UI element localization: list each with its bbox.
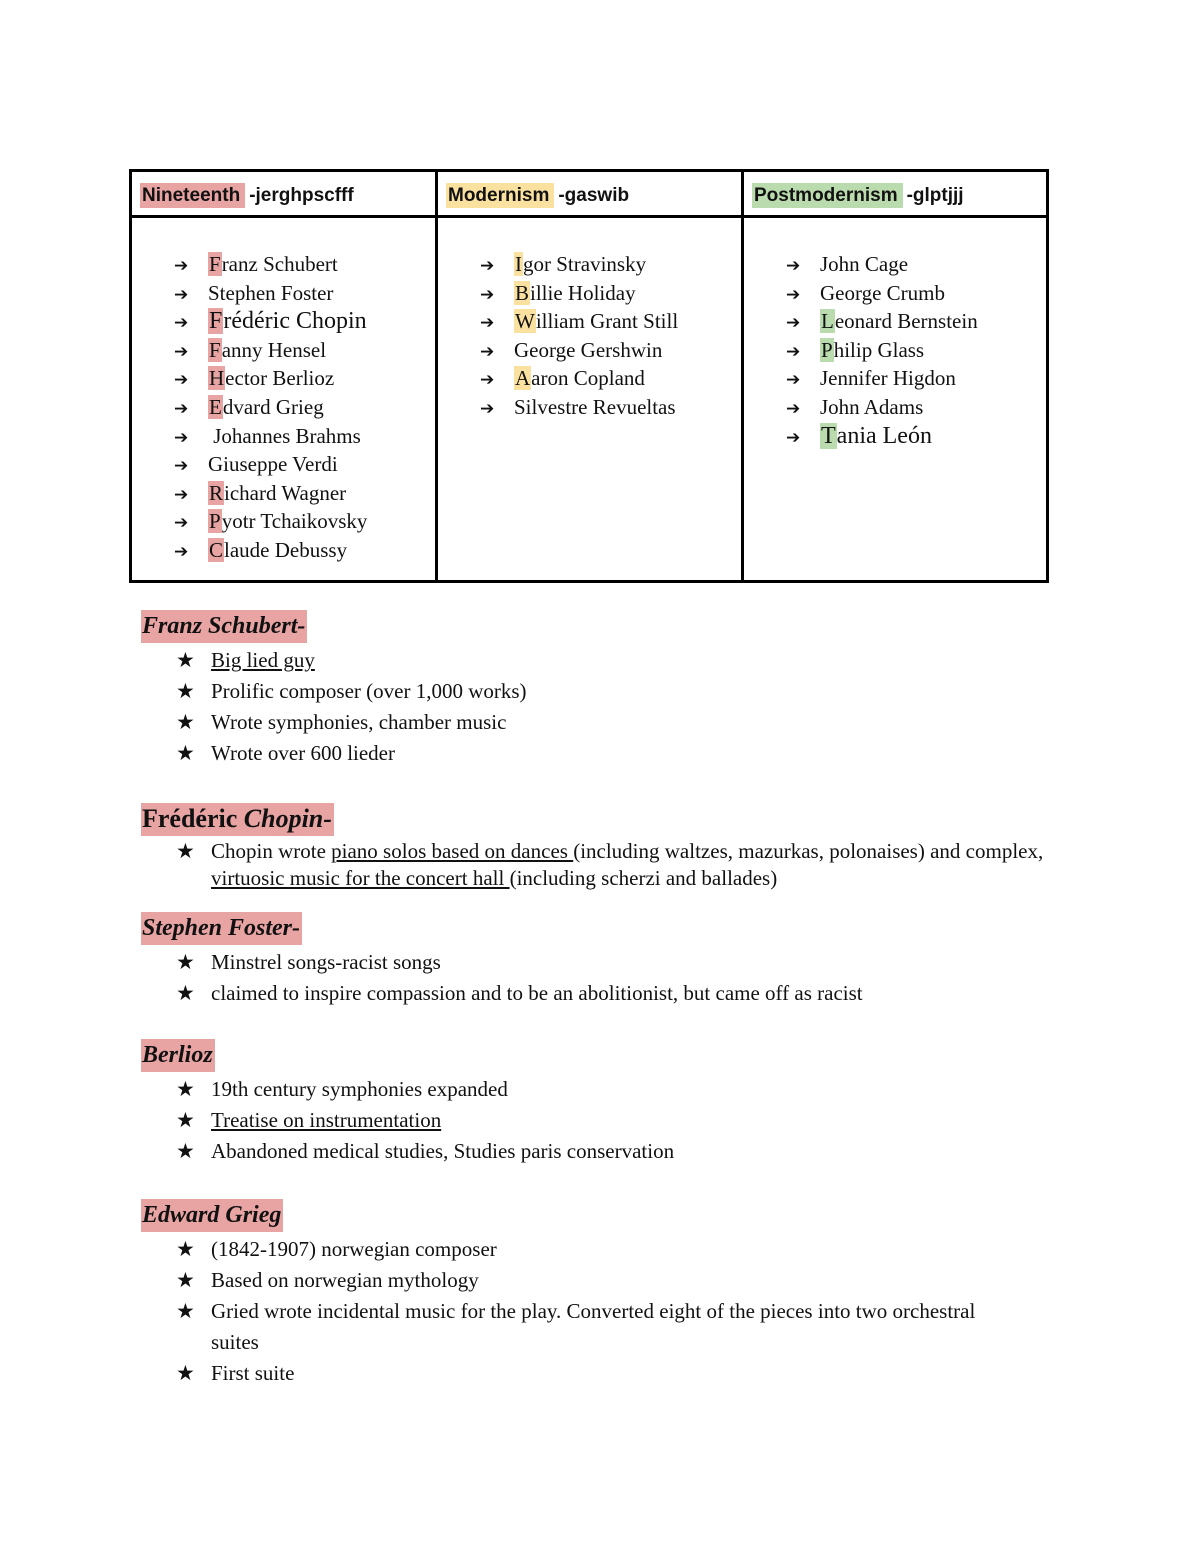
list-item: ➔ Giuseppe Verdi bbox=[174, 451, 435, 480]
list-item: ★ Chopin wrote piano solos based on dances (including waltzes, mazurkas, polonaises) and complex, virtuosic music for the concert hall (including scherzi and ballades) bbox=[176, 839, 1044, 890]
list-item: ★ Prolific composer (over 1,000 works) bbox=[141, 676, 1101, 707]
right-arrow-icon: ➔ bbox=[174, 284, 189, 305]
right-arrow-icon: ➔ bbox=[174, 370, 189, 391]
list-item: ➔ Aaron Copland bbox=[480, 365, 741, 394]
list-item: ➔ Silvestre Revueltas bbox=[480, 394, 741, 423]
list-item: ➔ Leonard Bernstein bbox=[786, 308, 1046, 337]
list-item: ★ (1842-1907) norwegian composer bbox=[141, 1234, 1001, 1265]
list-item: ★ Treatise on instrumentation bbox=[141, 1105, 1101, 1136]
list-item: ➔ Igor Stravinsky bbox=[480, 251, 741, 280]
list-item: ★ Based on norwegian mythology bbox=[141, 1265, 1001, 1296]
list-item: ➔ Edvard Grieg bbox=[174, 394, 435, 423]
note-berlioz bbox=[141, 1039, 1101, 1167]
right-arrow-icon: ➔ bbox=[786, 313, 801, 334]
list-item: ➔ George Gershwin bbox=[480, 337, 741, 366]
star-icon: ★ bbox=[176, 710, 195, 734]
column-code: -gaswib bbox=[558, 185, 630, 206]
note-foster bbox=[141, 912, 1101, 1009]
note-heading: Stephen Foster- bbox=[141, 912, 302, 945]
list-item: ➔ Fanny Hensel bbox=[174, 337, 435, 366]
list-item: ➔ Franz Schubert bbox=[174, 251, 435, 280]
star-icon: ★ bbox=[176, 1361, 195, 1385]
list-item: ➔ George Crumb bbox=[786, 280, 1046, 309]
nineteenth-composer-list bbox=[132, 218, 438, 580]
list-item: ➔ Pyotr Tchaikovsky bbox=[174, 508, 435, 537]
right-arrow-icon: ➔ bbox=[174, 313, 189, 334]
list-item: ★ claimed to inspire compassion and to be an abolitionist, but came off as racist bbox=[141, 978, 1101, 1009]
right-arrow-icon: ➔ bbox=[174, 541, 189, 562]
note-schubert bbox=[141, 610, 1101, 769]
column-title: Modernism bbox=[446, 183, 554, 208]
note-heading: Berlioz bbox=[141, 1039, 215, 1072]
star-icon: ★ bbox=[176, 1108, 195, 1132]
list-item: ➔ Stephen Foster bbox=[174, 280, 435, 309]
right-arrow-icon: ➔ bbox=[174, 513, 189, 534]
list-item: ★ 19th century symphonies expanded bbox=[141, 1074, 1101, 1105]
list-item: ★ Minstrel songs-racist songs bbox=[141, 947, 1101, 978]
list-item: ➔ Frédéric Chopin bbox=[174, 308, 435, 337]
right-arrow-icon: ➔ bbox=[786, 256, 801, 276]
list-item: ★ First suite bbox=[141, 1358, 1001, 1389]
star-icon: ★ bbox=[176, 1077, 195, 1101]
right-arrow-icon: ➔ bbox=[480, 370, 495, 391]
list-item: ➔ Johannes Brahms bbox=[174, 423, 435, 452]
postmodernism-composer-list bbox=[744, 218, 1046, 580]
right-arrow-icon: ➔ bbox=[786, 398, 801, 419]
composer-notes bbox=[141, 610, 1101, 1389]
right-arrow-icon: ➔ bbox=[174, 427, 189, 448]
right-arrow-icon: ➔ bbox=[174, 256, 189, 276]
star-icon: ★ bbox=[176, 1237, 195, 1261]
star-icon: ★ bbox=[176, 741, 195, 765]
list-item: ★ Abandoned medical studies, Studies paris conservation bbox=[141, 1136, 1101, 1167]
list-item: ★ Wrote symphonies, chamber music bbox=[141, 707, 1101, 738]
right-arrow-icon: ➔ bbox=[480, 398, 495, 419]
star-icon: ★ bbox=[176, 981, 195, 1005]
right-arrow-icon: ➔ bbox=[174, 398, 189, 419]
era-table bbox=[129, 169, 1049, 583]
list-item: ➔ Claude Debussy bbox=[174, 537, 435, 566]
right-arrow-icon: ➔ bbox=[480, 284, 495, 305]
list-item: ➔ Tania León bbox=[786, 423, 1046, 452]
list-item: ★ Gried wrote incidental music for the play. Converted eight of the pieces into two orchestral suites bbox=[141, 1296, 1001, 1358]
list-item: ➔ Billie Holiday bbox=[480, 280, 741, 309]
header-postmodernism bbox=[744, 172, 1046, 218]
note-chopin bbox=[141, 803, 1101, 892]
right-arrow-icon: ➔ bbox=[480, 341, 495, 362]
list-item: ➔ Philip Glass bbox=[786, 337, 1046, 366]
list-item: ➔ William Grant Still bbox=[480, 308, 741, 337]
list-item: ➔ John Adams bbox=[786, 394, 1046, 423]
right-arrow-icon: ➔ bbox=[786, 370, 801, 391]
star-icon: ★ bbox=[176, 648, 195, 672]
modernism-composer-list bbox=[438, 218, 744, 580]
right-arrow-icon: ➔ bbox=[786, 341, 801, 362]
list-item: ➔ Richard Wagner bbox=[174, 480, 435, 509]
star-icon: ★ bbox=[176, 950, 195, 974]
list-item: ★ Big lied guy bbox=[141, 645, 1101, 676]
star-icon: ★ bbox=[176, 679, 195, 703]
list-item: ➔ Jennifer Higdon bbox=[786, 365, 1046, 394]
note-grieg bbox=[141, 1199, 1101, 1389]
right-arrow-icon: ➔ bbox=[174, 341, 189, 362]
right-arrow-icon: ➔ bbox=[786, 427, 801, 448]
star-icon: ★ bbox=[176, 839, 195, 863]
note-heading: Franz Schubert- bbox=[141, 610, 307, 643]
column-code: -jerghpscfff bbox=[249, 185, 354, 206]
list-item: ➔ John Cage bbox=[786, 251, 1046, 280]
column-code: -glptjjj bbox=[906, 185, 964, 206]
right-arrow-icon: ➔ bbox=[480, 313, 495, 334]
right-arrow-icon: ➔ bbox=[174, 484, 189, 505]
star-icon: ★ bbox=[176, 1139, 195, 1163]
star-icon: ★ bbox=[176, 1299, 195, 1323]
header-modernism bbox=[438, 172, 744, 218]
star-icon: ★ bbox=[176, 1268, 195, 1292]
note-heading: Frédéric Chopin- bbox=[141, 803, 334, 836]
right-arrow-icon: ➔ bbox=[174, 456, 189, 477]
column-title: Nineteenth bbox=[140, 183, 245, 208]
right-arrow-icon: ➔ bbox=[480, 256, 495, 276]
header-nineteenth bbox=[132, 172, 438, 218]
list-item: ★ Wrote over 600 lieder bbox=[141, 738, 1101, 769]
note-heading: Edward Grieg bbox=[141, 1199, 283, 1232]
column-title: Postmodernism bbox=[752, 183, 903, 208]
right-arrow-icon: ➔ bbox=[786, 284, 801, 305]
list-item: ➔ Hector Berlioz bbox=[174, 365, 435, 394]
